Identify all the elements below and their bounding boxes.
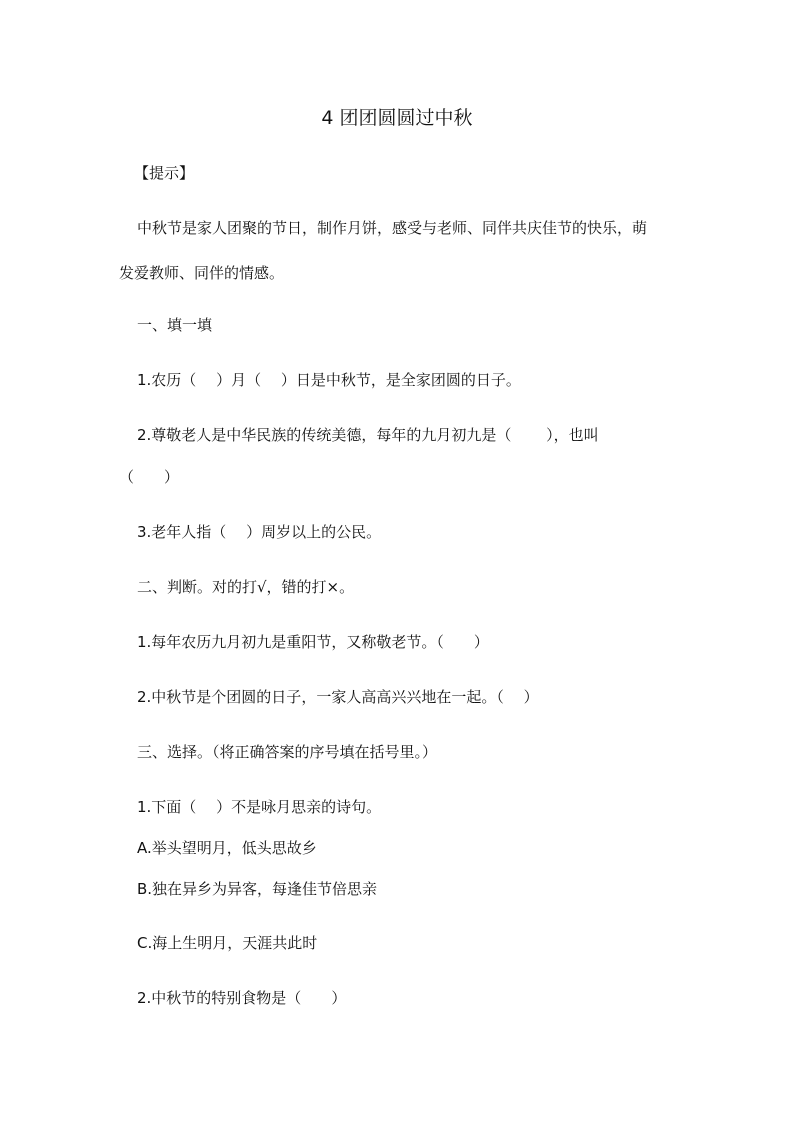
- fill-in-question-2-line-1: 2.尊敬老人是中华民族的传统美德，每年的九月初九是（ ），也叫: [137, 426, 599, 444]
- fill-in-question-1: 1.农历（ ）月（ ）日是中秋节，是全家团圆的日子。: [137, 371, 521, 389]
- hint-text-line-1: 中秋节是家人团聚的节日，制作月饼，感受与老师、同伴共庆佳节的快乐，萌: [137, 219, 648, 237]
- section-choice-heading: 三、选择。（将正确答案的序号填在括号里。）: [137, 743, 438, 761]
- choice-question-2: 2.中秋节的特别食物是（ ）: [137, 989, 347, 1007]
- page-title: 4 团团圆圆过中秋: [321, 107, 473, 129]
- section-fill-in-heading: 一、填一填: [137, 316, 213, 334]
- fill-in-question-2-line-2: （ ）: [119, 468, 180, 486]
- judge-question-1: 1.每年农历九月初九是重阳节，又称敬老节。（ ）: [137, 633, 489, 651]
- choice-option-a: A.举头望明月，低头思故乡: [137, 839, 317, 857]
- judge-question-2: 2.中秋节是个团圆的日子，一家人高高兴兴地在一起。（ ）: [137, 688, 539, 706]
- hint-heading: 【提示】: [134, 164, 195, 182]
- hint-text-line-2: 发爱教师、同伴的情感。: [119, 264, 285, 282]
- fill-in-question-3: 3.老年人指（ ）周岁以上的公民。: [137, 523, 382, 541]
- section-judge-heading: 二、判断。对的打√，错的打×。: [137, 578, 355, 596]
- choice-option-c: C.海上生明月，天涯共此时: [137, 934, 318, 952]
- choice-option-b: B.独在异乡为异客，每逢佳节倍思亲: [137, 880, 378, 898]
- choice-question-1: 1.下面（ ）不是咏月思亲的诗句。: [137, 798, 382, 816]
